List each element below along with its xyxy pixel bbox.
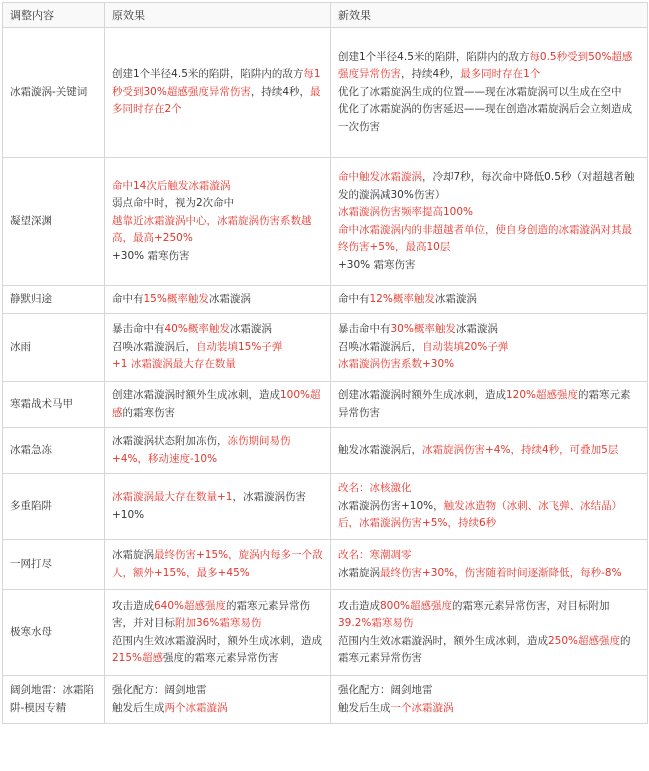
effect-text: 攻击造成: [338, 599, 380, 612]
highlight-text: 改名：寒潮凋零: [338, 549, 412, 561]
adjustment-name-cell: 寒霜战术马甲: [3, 382, 105, 428]
adjustment-name-cell: 一网打尽: [3, 540, 105, 590]
effect-line: [112, 387, 323, 422]
table-row: [3, 158, 648, 286]
effect-line: [112, 195, 323, 213]
effect-line: [338, 321, 640, 339]
highlight-text: 冰霜漩涡伤害频率提高100%: [338, 206, 474, 218]
effect-line: [112, 489, 323, 524]
effect-line: [338, 633, 640, 668]
highlight-text: 15%概率触发: [143, 292, 209, 305]
effect-text: 冰霜漩涡: [229, 323, 272, 336]
effect-text: 创建冰霜漩涡时额外生成冰刺，造成: [338, 389, 506, 401]
highlight-text: 冰霜漩涡最大存在数量+1: [112, 491, 233, 503]
header-old-effect: 原效果: [105, 3, 331, 28]
highlight-text: 越靠近冰霜漩涡中心，冰霜旋涡伤害系数越高，最高+250%: [112, 214, 312, 245]
table-body: [3, 28, 648, 724]
highlight-text: 改名：冰核激化: [338, 482, 412, 495]
new-effect-cell: [331, 158, 648, 286]
highlight-text: 命中冰霜漩涡内的非超越者单位，使自身创造的冰霜漩涡对其最终伤害+5%，最高10层: [338, 223, 632, 253]
effect-text: 的霜寒元素异常伤害，并对目标: [112, 599, 311, 629]
highlight-text: 250%超感强度: [548, 634, 621, 647]
effect-text: 优化了冰霜旋涡的伤害延迟——现在创造冰霜旋涡后会立刻造成一次伤害: [338, 103, 632, 133]
header-new-effect: 新效果: [331, 3, 648, 28]
highlight-text: 每0.5秒受到50%超感强度异常伤害: [338, 50, 633, 81]
adjustment-name-cell: 静默归途: [3, 286, 105, 314]
effect-text: 的霜寒元素异常伤害: [338, 634, 631, 664]
highlight-text: 冰霜旋涡伤害+4%，持续4秒，可叠加5层: [422, 443, 619, 456]
effect-text: 范围内生效冰霜漩涡时，额外生成冰刺，造成: [112, 634, 322, 647]
highlight-text: 最终伤害+15%，旋涡内每多一个敌人，额外+15%，最多+45%: [112, 549, 323, 579]
highlight-text: 最多同时存在2个: [112, 85, 321, 116]
highlight-text: 触发冰造物（冰刺、冰飞弹、冰结晶）后，冰霜漩涡伤害+5%，持续6秒: [338, 499, 623, 530]
effect-text: 冰霜漩涡伤害+10%，: [338, 499, 444, 512]
highlight-text: 12%概率触发: [369, 292, 435, 305]
effect-line: [112, 213, 323, 248]
highlight-text: 命中触发冰霜漩涡: [338, 171, 422, 183]
highlight-text: 每1秒受到30%超感强度异常伤害: [112, 68, 321, 98]
highlight-text: 100%超感: [112, 389, 321, 419]
effect-line: [112, 178, 323, 196]
old-effect-cell: [105, 286, 331, 314]
new-effect-cell: [331, 676, 648, 724]
adjustment-name-cell: 冰霜漩涡-关键词: [3, 28, 105, 158]
effect-text: 冰霜漩涡: [434, 292, 477, 305]
effect-text: 触发后生成: [338, 701, 391, 714]
old-effect-cell: [105, 676, 331, 724]
effect-line: [338, 84, 640, 102]
effect-text: ，冰霜漩涡伤害+10%: [112, 491, 306, 521]
effect-text: 暴击命中有: [338, 323, 391, 336]
adjustment-name-cell: 阔剑地雷：冰霜陷阱-模因专精: [3, 676, 105, 724]
effect-text: 命中有: [112, 292, 144, 305]
effect-text: 冰霜漩涡: [455, 323, 498, 336]
effect-line: [338, 547, 640, 565]
highlight-text: 冻伤期间易伤+4%，移动速度-10%: [112, 435, 291, 465]
effect-line: [338, 442, 640, 460]
highlight-text: 215%超感: [112, 652, 164, 664]
effect-line: [338, 49, 640, 84]
adjustment-name-cell: 冰雨: [3, 314, 105, 382]
effect-text: 触发后生成: [112, 701, 165, 714]
highlight-text: 附加36%霜寒易伤: [175, 617, 262, 629]
new-effect-cell: [331, 428, 648, 474]
table-row: [3, 676, 648, 724]
table-row: [3, 428, 648, 474]
adjustment-name-cell: 冰霜急冻: [3, 428, 105, 474]
effect-line: [112, 700, 323, 718]
new-effect-cell: [331, 474, 648, 540]
old-effect-cell: [105, 158, 331, 286]
effect-text: 触发冰霜漩涡后，: [338, 443, 422, 456]
highlight-text: 40%概率触发: [164, 323, 230, 336]
table-row: [3, 286, 648, 314]
old-effect-cell: [105, 428, 331, 474]
effect-text: 冰霜旋涡: [112, 549, 154, 561]
effect-text: +30% 霜寒伤害: [338, 258, 416, 271]
highlight-text: 自动装填15%子弹: [196, 340, 283, 353]
highlight-text: 冰霜漩涡伤害系数+30%: [338, 358, 455, 371]
highlight-text: 命中14次后触发冰霜漩涡: [112, 179, 231, 192]
old-effect-cell: [105, 314, 331, 382]
effect-line: [338, 257, 640, 275]
effect-text: 优化了冰霜旋涡生成的位置——现在冰霜旋涡可以生成在空中: [338, 85, 622, 98]
table-row: [3, 382, 648, 428]
effect-line: [112, 682, 323, 700]
highlight-text: 640%超感强度: [154, 599, 227, 612]
effect-text: 创建冰霜漩涡时额外生成冰刺，造成: [112, 389, 280, 401]
effect-line: [338, 598, 640, 633]
effect-line: [338, 480, 640, 498]
highlight-text: 800%超感强度: [380, 599, 453, 612]
adjustment-name-cell: 凝望深渊: [3, 158, 105, 286]
effect-text: 的霜寒元素异常伤害: [338, 389, 631, 419]
table-row: [3, 540, 648, 590]
effect-line: [112, 339, 323, 357]
effect-text: 命中有: [338, 292, 370, 305]
effect-text: 召唤冰霜漩涡后，: [338, 340, 422, 353]
effect-text: 弱点命中时，视为2次命中: [112, 197, 235, 210]
effect-text: 攻击造成: [112, 599, 154, 612]
highlight-text: +1 冰霜漩涡最大存在数量: [112, 358, 236, 371]
effect-text: 强化配方：阔剑地雷: [338, 684, 433, 696]
effect-text: ，持续4秒，: [401, 68, 461, 81]
old-effect-cell: [105, 474, 331, 540]
highlight-text: 两个冰霜漩涡: [164, 701, 228, 714]
effect-line: [112, 633, 323, 668]
highlight-text: 30%概率触发: [390, 323, 456, 336]
new-effect-cell: [331, 314, 648, 382]
old-effect-cell: [105, 540, 331, 590]
effect-text: 强度的霜寒元素异常伤害: [163, 652, 279, 664]
effect-text: 暴击命中有: [112, 323, 165, 336]
highlight-text: 自动装填20%子弹: [422, 340, 509, 353]
effect-text: +30% 霜寒伤害: [112, 249, 190, 262]
effect-line: [338, 222, 640, 257]
effect-line: [112, 66, 323, 119]
table-row: [3, 474, 648, 540]
header-adjustment: 调整内容: [3, 3, 105, 28]
effect-text: 强化配方：阔剑地雷: [112, 684, 207, 696]
new-effect-cell: [331, 590, 648, 676]
old-effect-cell: [105, 382, 331, 428]
effect-text: 的霜寒伤害: [122, 406, 175, 419]
effect-line: [338, 498, 640, 533]
effect-line: [112, 356, 323, 374]
effect-text: 召唤冰霜漩涡后，: [112, 340, 196, 353]
effect-text: 冰霜漩涡: [208, 292, 251, 305]
comparison-table: [2, 2, 648, 724]
table-row: [3, 590, 648, 676]
effect-line: [338, 169, 640, 204]
effect-text: 的霜寒元素异常伤害，对目标附加: [452, 599, 610, 612]
effect-line: [338, 682, 640, 700]
new-effect-cell: [331, 540, 648, 590]
effect-line: [338, 700, 640, 718]
effect-line: [338, 387, 640, 422]
effect-text: 范围内生效冰霜漩涡时，额外生成冰刺，造成: [338, 634, 548, 647]
adjustment-name-cell: 多重陷阱: [3, 474, 105, 540]
effect-line: [338, 204, 640, 222]
header-row: [3, 3, 648, 28]
table-row: [3, 314, 648, 382]
highlight-text: 120%超感强度: [506, 389, 579, 401]
old-effect-cell: [105, 28, 331, 158]
effect-text: ，冷却7秒，每次命中降低0.5秒（对超越者触发的漩涡减30%伤害）: [338, 171, 635, 201]
effect-line: [338, 101, 640, 136]
adjustment-name-cell: 极寒水母: [3, 590, 105, 676]
effect-line: [338, 339, 640, 357]
effect-line: [112, 321, 323, 339]
effect-line: [338, 291, 640, 309]
effect-line: [112, 433, 323, 468]
highlight-text: 最终伤害+30%，伤害随着时间逐渐降低，每秒-8%: [380, 566, 622, 579]
effect-line: [338, 565, 640, 583]
new-effect-cell: [331, 28, 648, 158]
old-effect-cell: [105, 590, 331, 676]
effect-line: [112, 598, 323, 633]
highlight-text: 39.2%霜寒易伤: [338, 617, 414, 629]
highlight-text: 最多同时存在1个: [460, 68, 541, 81]
effect-line: [112, 547, 323, 582]
new-effect-cell: [331, 286, 648, 314]
effect-text: ，持续4秒，: [250, 85, 311, 98]
new-effect-cell: [331, 382, 648, 428]
effect-line: [338, 356, 640, 374]
effect-line: [112, 291, 323, 309]
effect-text: 创建1个半径4.5米的陷阱，陷阱内的敌方: [338, 50, 530, 63]
effect-line: [112, 248, 323, 266]
effect-text: 创建1个半径4.5米的陷阱，陷阱内的敌方: [112, 68, 304, 81]
effect-text: 冰霜旋涡: [338, 566, 380, 579]
table-row: [3, 28, 648, 158]
effect-text: 冰霜漩涡状态附加冻伤，: [112, 435, 228, 447]
highlight-text: 一个冰霜漩涡: [390, 701, 454, 714]
